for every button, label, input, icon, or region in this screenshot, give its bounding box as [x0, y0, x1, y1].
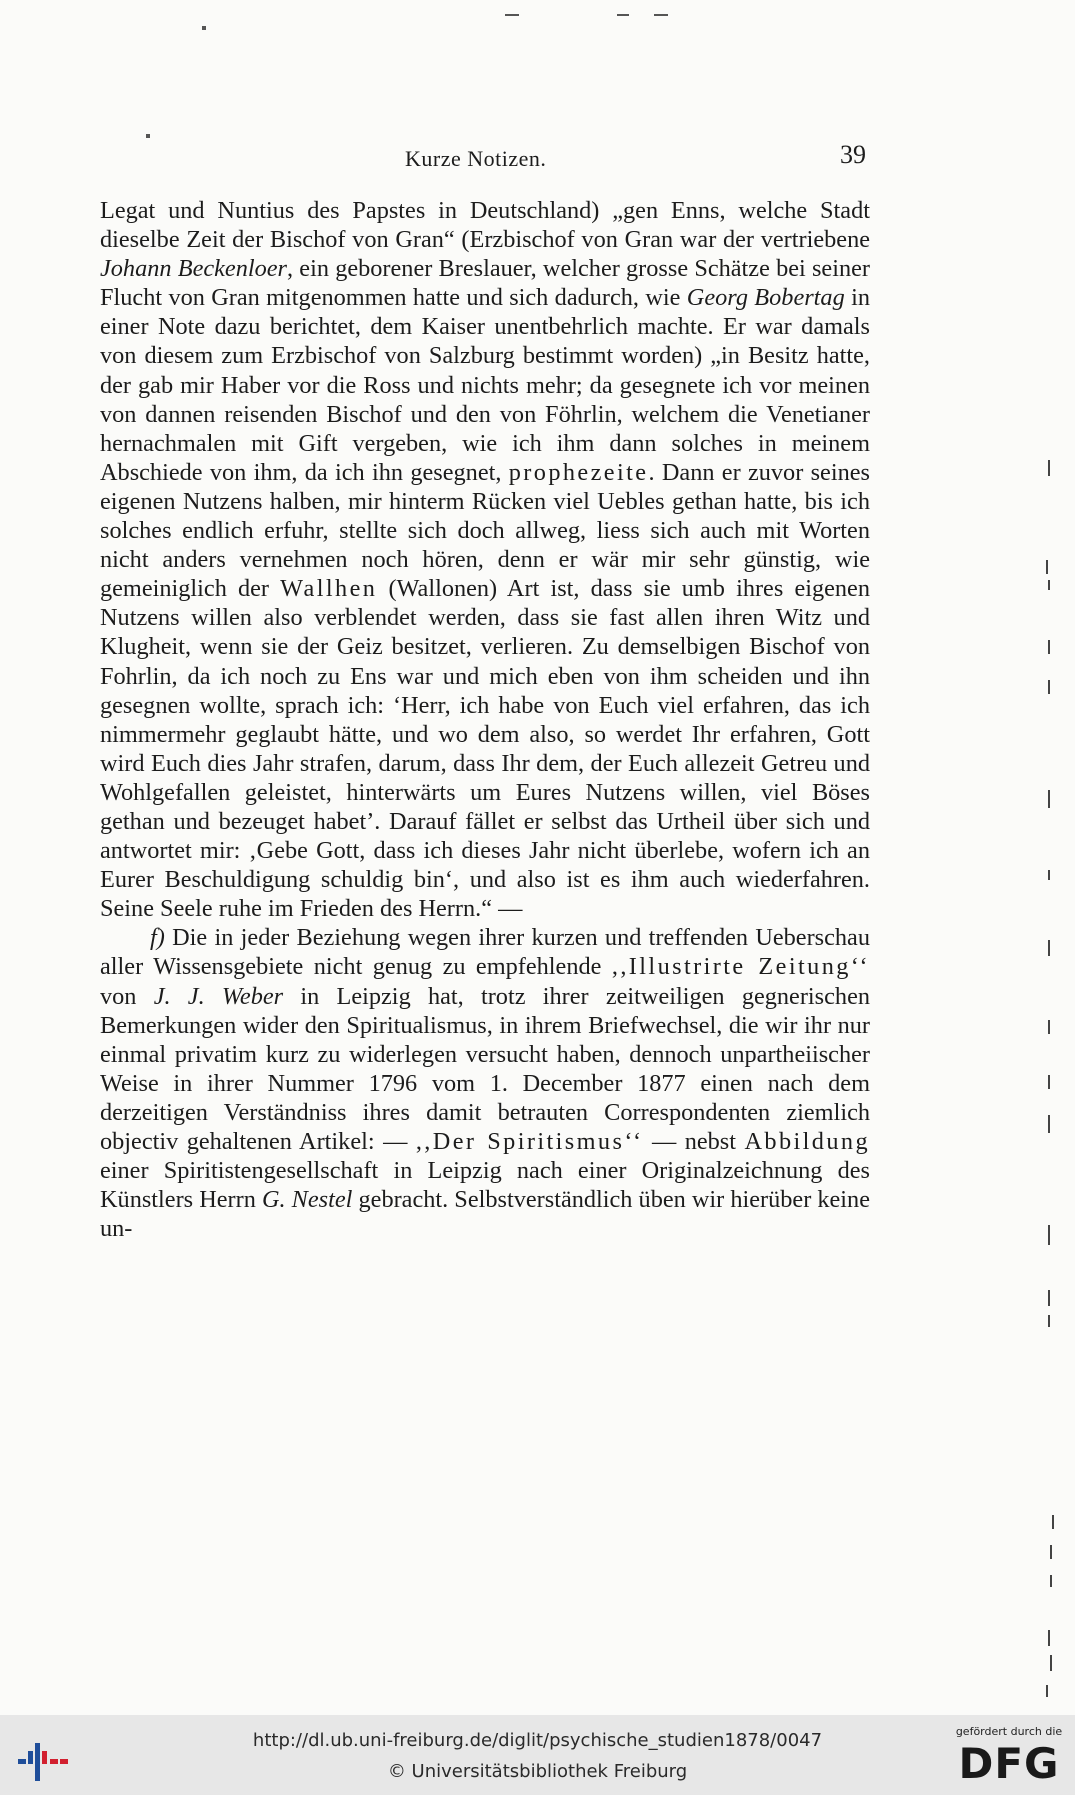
source-url-link[interactable]: http://dl.ub.uni-freiburg.de/diglit/psychische_studien1878/0047 — [252, 1730, 823, 1751]
spaced-emphasis: ,,Illustrirte Zeitung‘‘ — [611, 953, 870, 981]
spaced-emphasis: prophezeite — [508, 458, 649, 486]
page-edge-marks — [1035, 0, 1075, 1715]
page-number: 39 — [840, 140, 866, 169]
person-name: G. Nestel — [261, 1186, 353, 1214]
person-name: J. J. Weber — [153, 982, 284, 1010]
spaced-emphasis: Abbildung — [744, 1128, 870, 1155]
dfg-logo — [953, 1725, 1065, 1791]
item-label: f) — [150, 924, 165, 952]
copyright-notice: © Universitätsbibliothek Freiburg — [387, 1761, 688, 1782]
person-name: Georg Bobertag — [686, 284, 845, 312]
body-text — [100, 196, 870, 1243]
spaced-emphasis: ,,Der Spiritismus‘‘ — [415, 1128, 644, 1155]
paragraph-f: f) Die in jeder Beziehung wegen ihrer kurzen und treffenden Ueberschau aller Wissensgebiete nicht genug zu empfehlende ,,Illustrirte Zeitung‘‘ von J. J. Weber in Leipzig hat, trotz ihrer zeitweiligen gegnerischen Bemerkungen wider den Spiritualismus, in ihrem Briefwechsel, die wir ihr nur einmal privatim kurz zu widerlegen versucht haben, dennoch unpartheiischer Weise in ihrer Nummer 1796 vom 1. December 1877 einen nach dem derzeitigen Verständniss ihres damit betrauten Correspondenten ziemlich objectiv gehaltenen Artikel: — ,,Der Spiritismus‘‘ — nebst Abbildung einer Spiritistengesellschaft in Leipzig nach einer Originalzeichnung des Künstlers Herrn G. Nestel gebracht. Selbstverständlich üben wir hierüber keine un- — [100, 924, 871, 1243]
spaced-emphasis: Wallhen — [280, 575, 378, 603]
dfg-wordmark: DFG — [958, 1739, 1060, 1788]
dfg-tagline: gefördert durch die — [955, 1725, 1063, 1738]
person-name: Johann Beckenloer — [100, 255, 288, 283]
running-title: Kurze Notizen. — [405, 146, 547, 171]
paragraph-continued: Legat und Nuntius des Papstes in Deutschland) „gen Enns, welche Stadt dieselbe Zeit der Bischof von Gran“ (Erzbischof von Gran war der vertriebene Johann Beckenloer, ein geborener Breslauer, welcher grosse Schätze bei seiner Flucht von Gran mitgenommen hatte und sich dadurch, wie Georg Bobertag in einer Note dazu berichtet, dem Kaiser unentbehrlich machte. Er war damals von diesem zum Erzbischof von Salzburg bestimmt worden) „in Besitz hatte, der gab mir Haber vor die Ross und nichts mehr; da gesegnete ich vor meinen von dannen reisenden Bischof und den von Föhrlin, welchem die Venetianer hernachmalen mit Gift vergeben, wie ich ihm dann solches in meinem Abschiede von ihm, da ich ihn gesegnet, prophezeite. Dann er zuvor seines eigenen Nutzens halben, mir hinterm Rücken viel Uebles gethan hatte, bis ich solches endlich erfuhr, stellte sich doch allweg, liess sich auch mit Worten nicht anders vernehmen noch hören, denn er wär mir sehr günstig, wie gemeiniglich der Wallhen (Wallonen) Art ist, dass sie umb ihres eigenen Nutzens willen also verblendet werden, dass sie fast allen ihren Witz und Klugheit, wenn sie der Geiz besitzet, verlieren. Zu demselbigen Bischof von Fohrlin, da ich noch zu Ens war und mich eben von ihm scheiden und ihn gesegnen wollte, sprach ich: ‘Herr, ich habe von Euch viel erfahren, das ich nimmermehr geglaubt hätte, und wo dem also, so werdet Ihr erfahren, Gott wird Euch dies Jahr strafen, darum, dass Ihr dem, der Euch allezeit Getreu und Wohlgefallen geleistet, hinterwärts um Eures Nutzens willen, viel Böses gethan und bezeuget habet’. Darauf fället er selbst das Urtheil über sich und antwortet mir: ‚Gebe Gott, dass ich dieses Jahr nicht überlebe, wofern ich an Eurer Beschuldigung schuldig bin‘, und also ist es ihm auch wiederfahren. Seine Seele ruhe im Frieden des Herrn.“ — — [100, 197, 870, 923]
library-footer — [0, 1715, 1075, 1795]
page-header — [100, 140, 870, 176]
